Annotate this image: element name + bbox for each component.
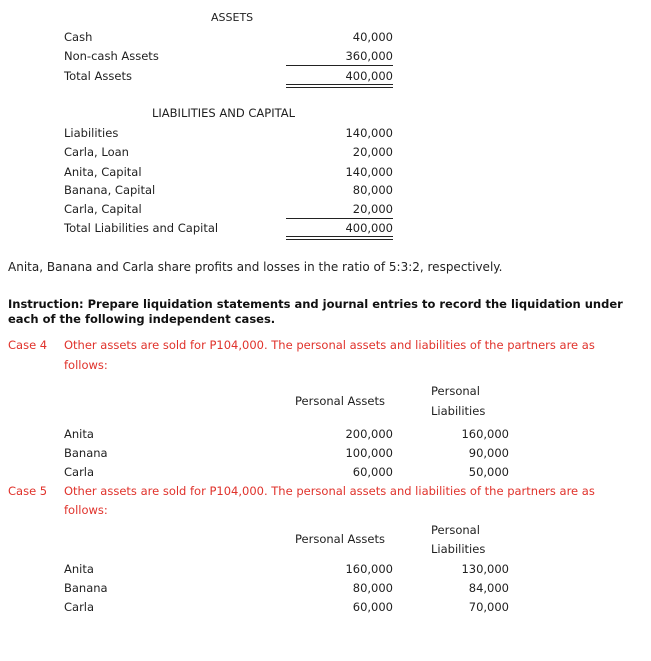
noncash-assets-amount: 360,000 [345, 49, 393, 63]
instruction-line-1: Instruction: Prepare liquidation statements and journal entries to record the liquidation under [8, 297, 623, 311]
case-4-carla-liabilities: 50,000 [468, 465, 509, 479]
instruction-line-2: each of the following independent cases. [8, 312, 276, 326]
carla-loan-amount: 20,000 [352, 145, 393, 159]
noncash-assets-label: Non-cash Assets [64, 49, 159, 63]
total-liabilities-capital-label: Total Liabilities and Capital [64, 221, 219, 235]
cash-label: Cash [64, 30, 93, 44]
carla-capital-label: Carla, Capital [64, 202, 142, 216]
assets-heading: ASSETS [211, 11, 254, 24]
liabilities-subtotal-line [286, 218, 393, 219]
assets-subtotal-line [286, 65, 393, 66]
case-4-banana-assets: 100,000 [345, 446, 393, 460]
case-5-col-personal-liabilities-1: Personal [431, 523, 480, 537]
case-5-col-personal-liabilities-2: Liabilities [431, 542, 486, 556]
case-5-anita-liabilities: 130,000 [461, 562, 509, 576]
case-5-banana-assets: 80,000 [352, 581, 393, 595]
case-4-anita: Anita [64, 427, 94, 441]
case-5-banana: Banana [64, 581, 108, 595]
case-4-carla: Carla [64, 465, 95, 479]
anita-capital-label: Anita, Capital [64, 165, 142, 179]
case-5-carla-liabilities: 70,000 [468, 600, 509, 614]
case-5-col-personal-assets: Personal Assets [295, 532, 385, 546]
case-4-carla-assets: 60,000 [352, 465, 393, 479]
case-4-text-line-1: Other assets are sold for P104,000. The personal assets and liabilities of the partners are as [64, 338, 595, 352]
case-4-col-personal-liabilities-2: Liabilities [431, 404, 486, 418]
case-5-banana-liabilities: 84,000 [468, 581, 509, 595]
profit-ratio-text: Anita, Banana and Carla share profits and losses in the ratio of 5:3:2, respectively. [8, 260, 503, 274]
total-assets-amount: 400,000 [345, 69, 393, 83]
liabilities-capital-heading: LIABILITIES AND CAPITAL [152, 106, 295, 120]
case-4-banana: Banana [64, 446, 108, 460]
banana-capital-amount: 80,000 [352, 183, 393, 197]
anita-capital-amount: 140,000 [345, 165, 393, 179]
case-4-anita-liabilities: 160,000 [461, 427, 509, 441]
case-5-text-line-2: follows: [64, 503, 108, 517]
case-4-anita-assets: 200,000 [345, 427, 393, 441]
liabilities-amount: 140,000 [345, 126, 393, 140]
case-4-col-personal-liabilities-1: Personal [431, 384, 480, 398]
liabilities-total-double-line [286, 236, 393, 240]
case-4-banana-liabilities: 90,000 [468, 446, 509, 460]
case-4-label: Case 4 [8, 338, 48, 352]
case-5-anita: Anita [64, 562, 94, 576]
case-4-text-line-2: follows: [64, 358, 108, 372]
case-5-text-line-1: Other assets are sold for P104,000. The personal assets and liabilities of the partners are as [64, 484, 595, 498]
case-5-carla: Carla [64, 600, 95, 614]
case-4-col-personal-assets: Personal Assets [295, 394, 385, 408]
total-assets-label: Total Assets [64, 69, 132, 83]
cash-amount: 40,000 [352, 30, 393, 44]
carla-capital-amount: 20,000 [352, 202, 393, 216]
case-5-anita-assets: 160,000 [345, 562, 393, 576]
case-5-label: Case 5 [8, 484, 48, 498]
banana-capital-label: Banana, Capital [64, 183, 156, 197]
case-5-carla-assets: 60,000 [352, 600, 393, 614]
liabilities-label: Liabilities [64, 126, 119, 140]
carla-loan-label: Carla, Loan [64, 145, 129, 159]
total-liabilities-capital-amount: 400,000 [345, 221, 393, 235]
assets-total-double-line [286, 84, 393, 88]
